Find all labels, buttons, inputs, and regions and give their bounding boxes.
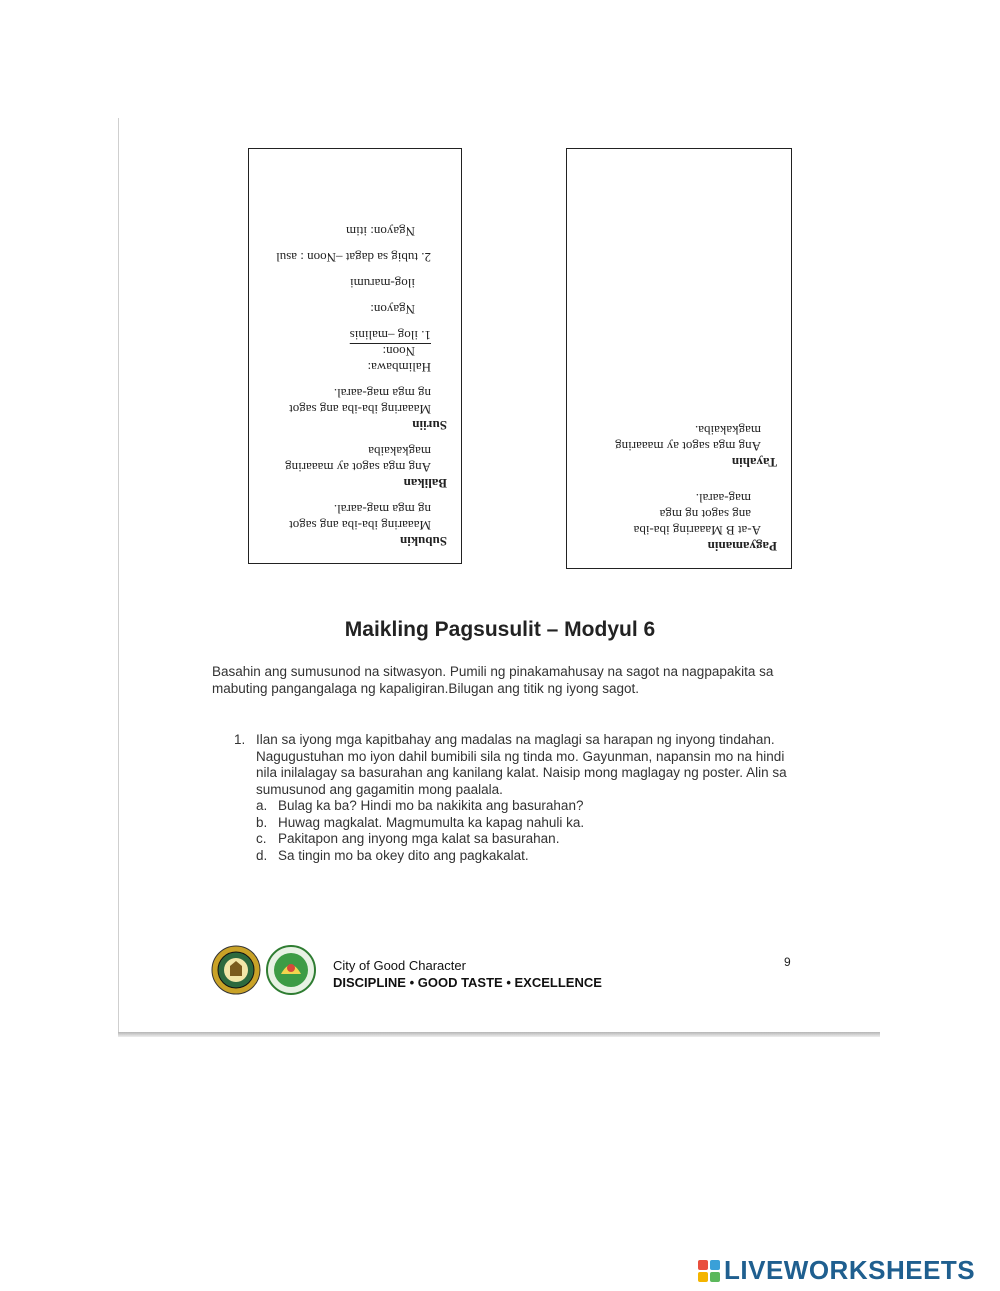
- example-item: 2. tubig sa dagat –Noon : asul: [276, 250, 431, 265]
- answer-text: Maaaring iba-iba ang sagot: [289, 518, 431, 533]
- choice-letter: c.: [256, 831, 267, 846]
- example-item: ilog-marumi: [350, 276, 415, 291]
- page-number: 9: [784, 955, 791, 969]
- example-label: Halimbawa:: [367, 360, 431, 375]
- answer-heading: Balikan: [403, 476, 447, 491]
- choice-letter: d.: [256, 847, 268, 863]
- quiz-instructions: Basahin ang sumusunod na sitwasyon. Pumili ng pinakamahusay na sagot na nagpapakita sa mabuting pangangalaga ng kapaligiran.Bilugan ang titik ng iyong sagot.: [212, 664, 774, 696]
- answer-heading: Suriin: [412, 418, 447, 433]
- answer-text: Ang mga sagot ay maaaring: [285, 460, 431, 475]
- question-item: [234, 732, 804, 864]
- ngayon-label: Ngayon:: [370, 302, 415, 317]
- answer-text: magkakaiba: [368, 444, 431, 459]
- answer-text: A-at B Maaaring iba-iba: [633, 523, 761, 538]
- city-seal-icon: [212, 946, 260, 994]
- liveworksheets-brand[interactable]: [697, 1255, 975, 1286]
- ngayon-label: Ngayon: itim: [346, 224, 415, 239]
- example-item: 1. ilog –malinis: [349, 328, 431, 343]
- answer-key-box-right: [566, 148, 792, 569]
- seal-logos: [211, 944, 321, 996]
- footer-logos: [211, 944, 321, 1001]
- answer-key-box-left: [248, 148, 462, 564]
- choice-option[interactable]: [256, 831, 804, 848]
- answer-choices: [256, 798, 804, 864]
- division-seal-icon: [267, 946, 315, 994]
- answer-text: Maaaring iba-iba ang sagot: [289, 402, 431, 417]
- quiz-title: Maikling Pagsusulit – Modyul 6: [344, 618, 656, 641]
- answer-text: ng mga mag-aaral.: [333, 386, 431, 401]
- answer-text: magkakaiba.: [694, 423, 761, 438]
- choice-text: Pakitapon ang inyong mga kalat sa basurahan.: [278, 831, 560, 846]
- choice-option[interactable]: [256, 848, 804, 865]
- question-number: 1.: [234, 732, 246, 747]
- answer-heading: Subukin: [400, 534, 447, 549]
- brand-name: LIVEWORKSHEETS: [724, 1255, 976, 1285]
- answer-text: Ang mga sagot ay maaaring: [615, 439, 761, 454]
- liveworksheets-logo-icon: [697, 1259, 721, 1283]
- footer-text: [333, 957, 602, 991]
- answer-text: mag-aaral.: [695, 491, 751, 506]
- noon-label: Noon:: [382, 344, 415, 359]
- choice-text: Sa tingin mo ba okey dito ang pagkakalat.: [278, 847, 529, 863]
- city-line: City of Good Character: [333, 958, 466, 973]
- choice-option[interactable]: [256, 815, 804, 832]
- choice-letter: a.: [256, 798, 268, 813]
- answer-text: ang sagot ng mga: [659, 507, 751, 522]
- choice-text: Huwag magkalat. Magmumulta ka kapag nahuli ka.: [278, 814, 585, 830]
- answer-heading: Tayahin: [731, 455, 777, 470]
- answer-heading: Pagyamanin: [707, 539, 777, 554]
- motto: DISCIPLINE • GOOD TASTE • EXCELLENCE: [333, 975, 602, 990]
- page-shadow: [118, 1032, 880, 1037]
- choice-option[interactable]: [256, 798, 804, 815]
- answer-text: ng mga mag-aaral.: [333, 502, 431, 517]
- question-text: Ilan sa iyong mga kapitbahay ang madalas na maglagi sa harapan ng inyong tindahan. Nagugustuhan mo iyon dahil bumibili sila ng tinda mo. Gayunman, napansin mo na hindi nila inilalagay sa basurahan ang kanilang kalat. Naisip mong maglagay ng poster. Alin sa sumusunod ang gagamitin mong paalala.: [256, 732, 787, 797]
- choice-text: Bulag ka ba? Hindi mo ba nakikita ang basurahan?: [278, 798, 584, 813]
- choice-letter: b.: [256, 814, 268, 830]
